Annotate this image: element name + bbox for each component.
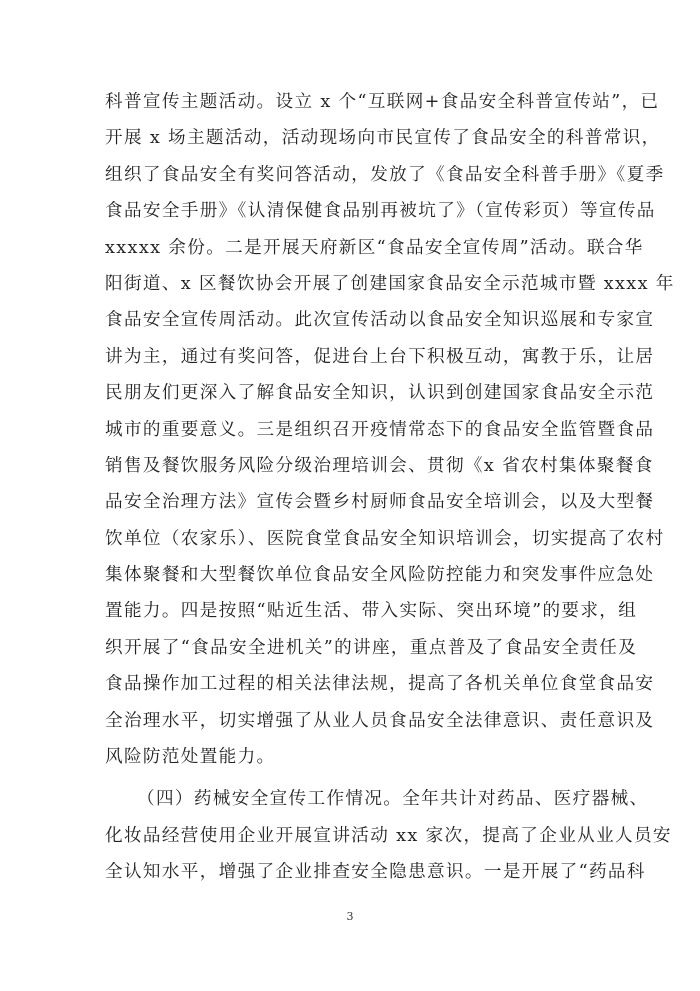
body-text (105, 84, 675, 891)
text-line: 阳街道、x 区餐饮协会开展了创建国家食品安全示范城市暨 xxxx 年 (105, 273, 675, 294)
text-line: 销售及餐饮服务风险分级治理培训会、贯彻《x 省农村集体聚餐食 (105, 455, 654, 476)
text-line: 食品安全宣传周活动。此次宣传活动以食品安全知识巡展和专家宣 (105, 310, 655, 331)
text-line: 织开展了“食品安全进机关”的讲座，重点普及了食品安全责任及 (105, 637, 638, 658)
paragraph-food-safety (105, 84, 675, 775)
text-line: 民朋友们更深入了解食品安全知识，认识到创建国家食品安全示范 (105, 383, 655, 404)
text-line: 讲为主，通过有奖问答，促进台上台下积极互动，寓教于乐，让居 (105, 346, 655, 367)
text-line: 集体聚餐和大型餐饮单位食品安全风险防控能力和突发事件应急处 (105, 565, 655, 586)
text-line: 开展 x 场主题活动，活动现场向市民宣传了食品安全的科普常识， (105, 128, 661, 149)
text-line: 组织了食品安全有奖问答活动，发放了《食品安全科普手册》《夏季 (105, 164, 665, 185)
text-line: 饮单位（农家乐）、医院食堂食品安全知识培训会，切实提高了农村 (105, 528, 665, 549)
text-line: 食品安全手册》《认清保健食品别再被坑了》（宣传彩页）等宣传品 (105, 201, 656, 222)
page-number: 3 (346, 910, 354, 923)
paragraph-drug-device-safety (105, 781, 672, 890)
text-line: 置能力。四是按照“贴近生活、带入实际、突出环境”的要求，组 (105, 601, 638, 622)
text-line: 食品操作加工过程的相关法律法规，提高了各机关单位食堂食品安 (105, 674, 655, 695)
text-line: 风险防范处置能力。 (105, 747, 276, 768)
text-line: 全治理水平，切实增强了从业人员食品安全法律意识、责任意识及 (105, 710, 655, 731)
text-line: （四）药械安全宣传工作情况。全年共计对药品、医疗器械、 (137, 789, 649, 810)
text-line: 全认知水平，增强了企业排查安全隐患意识。一是开展了“药品科 (105, 862, 646, 883)
text-line: xxxxx 余份。二是开展天府新区“食品安全宣传周”活动。联合华 (105, 237, 644, 258)
text-line: 城市的重要意义。三是组织召开疫情常态下的食品安全监管暨食品 (105, 419, 655, 440)
text-line: 化妆品经营使用企业开展宣讲活动 xx 家次，提高了企业从业人员安 (105, 825, 672, 846)
text-line: 科普宣传主题活动。设立 x 个“互联网+食品安全科普宣传站”，已 (105, 92, 660, 112)
text-line: 品安全治理方法》宣传会暨乡村厨师食品安全培训会，以及大型餐 (105, 492, 655, 513)
